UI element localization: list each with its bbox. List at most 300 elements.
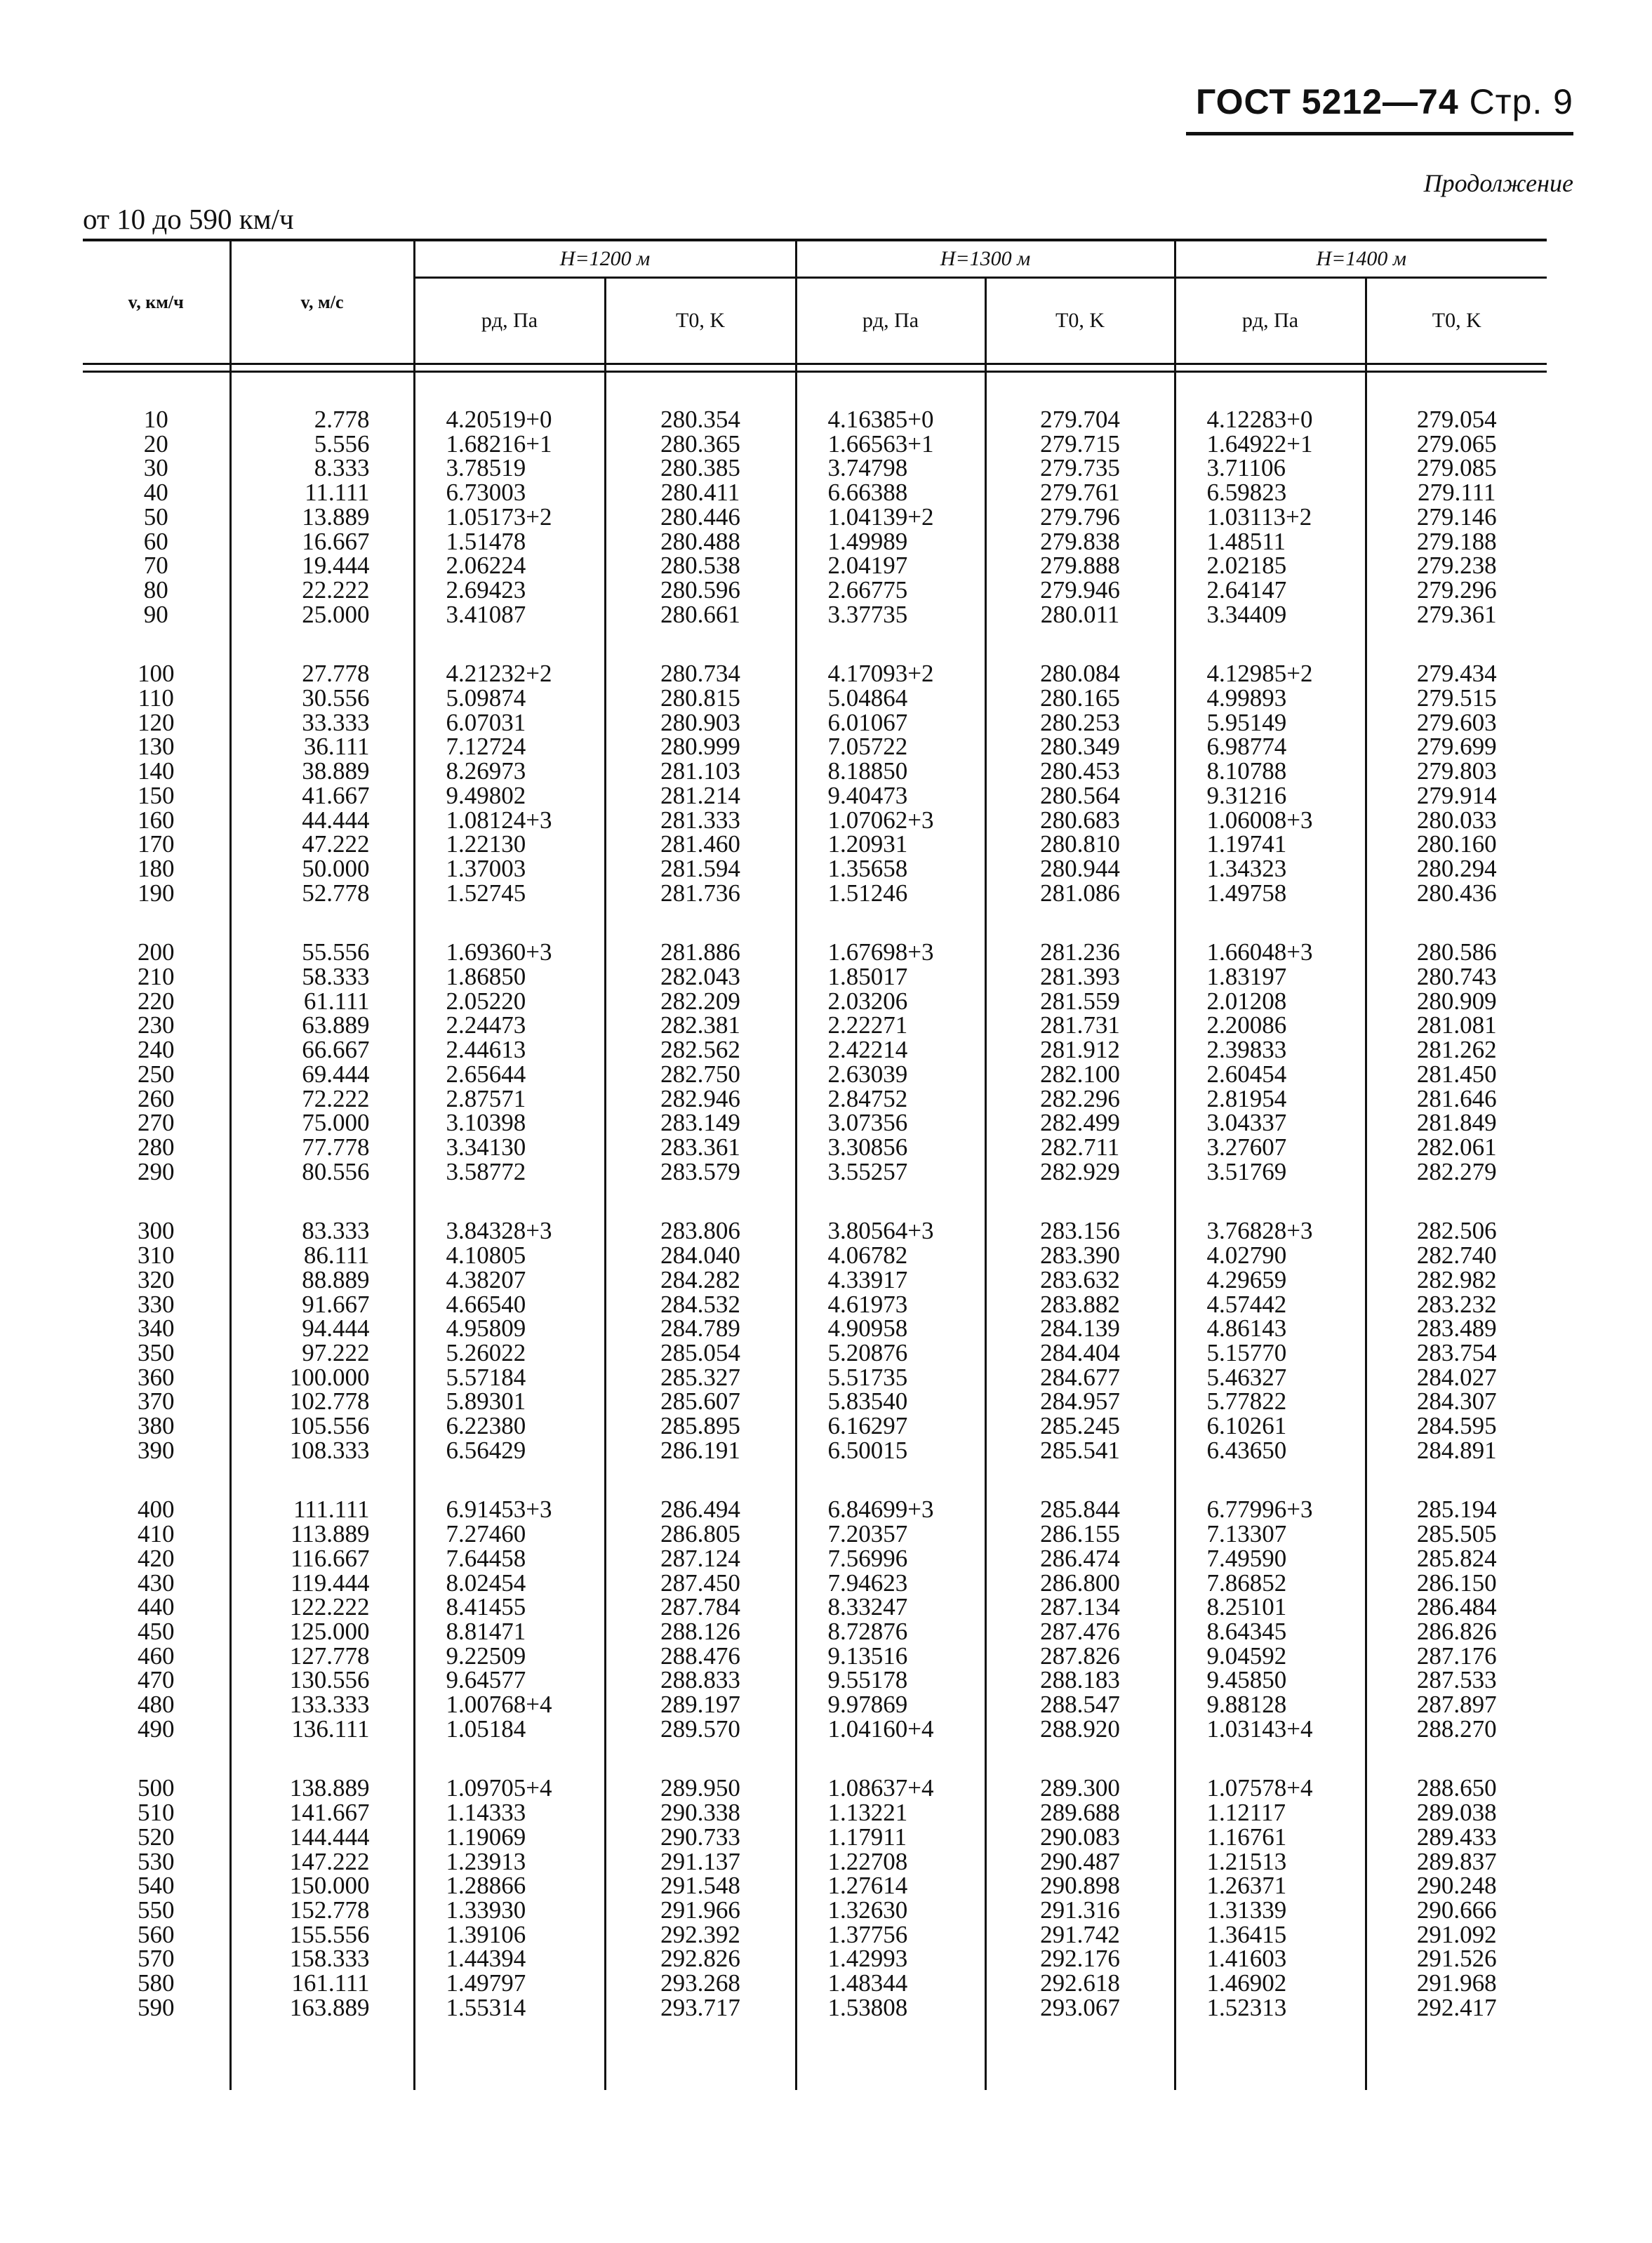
table-cell: 281.731 — [1040, 1011, 1120, 1039]
table-cell: 280.944 — [1040, 854, 1120, 882]
table-cell: 50 — [143, 502, 168, 531]
table-cell: 1.32630 — [827, 1896, 908, 1924]
table-cell: 289.197 — [660, 1691, 740, 1719]
table-cell: 281.450 — [1416, 1060, 1497, 1088]
cell-column-p1400 — [1175, 1498, 1366, 1741]
table-cell: 291.137 — [660, 1847, 740, 1875]
table-cell: 280.903 — [660, 708, 740, 736]
cell-column-t1400 — [1366, 1219, 1547, 1463]
cell-column-t1300 — [985, 1219, 1175, 1463]
table-cell: 5.83540 — [827, 1387, 908, 1416]
table-cell: 286.191 — [660, 1436, 740, 1464]
table-cell: 280.453 — [1040, 757, 1120, 785]
table-cell: 9.04592 — [1206, 1642, 1287, 1670]
table-cell: 286.800 — [1040, 1569, 1120, 1597]
table-cell: 1.51246 — [827, 879, 908, 907]
table-cell: 5.09874 — [446, 684, 526, 712]
table-cell: 279.796 — [1040, 502, 1120, 531]
cell-column-p1300 — [796, 662, 985, 905]
alt-header-1200: H=1200 м — [414, 240, 796, 278]
table-cell: 4.17093+2 — [827, 660, 934, 688]
cell-column-p1300 — [796, 1219, 985, 1463]
table-cell: 8.72876 — [827, 1617, 908, 1645]
table-cell: 288.833 — [660, 1666, 740, 1694]
table-cell: 1.27614 — [827, 1872, 908, 1900]
table-cell: 116.667 — [291, 1544, 370, 1572]
table-cell: 1.03113+2 — [1206, 502, 1312, 531]
table-cell: 102.778 — [289, 1387, 370, 1416]
table-cell: 293.717 — [660, 1993, 740, 2021]
group-spacer — [83, 1741, 1547, 1776]
table-cell: 283.149 — [660, 1109, 740, 1137]
table-cell: 8.333 — [314, 454, 370, 482]
col-header-p-1400: pд, Па — [1175, 278, 1366, 364]
table-cell: 130 — [138, 733, 175, 761]
table-cell: 280.411 — [660, 479, 740, 507]
table-cell: 8.41455 — [446, 1593, 526, 1621]
table-cell: 1.86850 — [446, 963, 526, 991]
table-cell: 3.30856 — [827, 1133, 908, 1161]
table-cell: 490 — [138, 1715, 175, 1743]
table-cell: 113.889 — [291, 1520, 370, 1548]
table-cell: 4.57442 — [1206, 1290, 1287, 1318]
table-cell: 2.69423 — [446, 575, 526, 604]
table-cell: 3.58772 — [446, 1157, 526, 1185]
table-row-group — [83, 1219, 1547, 1463]
table-cell: 4.02790 — [1206, 1242, 1287, 1270]
table-cell: 1.28866 — [446, 1872, 526, 1900]
group-spacer — [83, 1184, 1547, 1219]
col-header-t-1200: T0, K — [605, 278, 796, 364]
table-cell: 288.650 — [1416, 1774, 1497, 1802]
table-cell: 350 — [138, 1338, 175, 1366]
table-cell: 3.84328+3 — [446, 1217, 552, 1245]
table-cell: 280 — [138, 1133, 175, 1161]
table-cell: 287.784 — [660, 1593, 740, 1621]
table-cell: 19.444 — [302, 552, 370, 580]
table-cell: 288.183 — [1040, 1666, 1120, 1694]
table-cell: 280.564 — [1040, 781, 1120, 809]
table-cell: 279.146 — [1416, 502, 1497, 531]
table-cell: 283.882 — [1040, 1290, 1120, 1318]
table-cell: 280.661 — [660, 600, 740, 628]
table-cell: 288.270 — [1416, 1715, 1497, 1743]
table-cell: 286.805 — [660, 1520, 740, 1548]
table-cell: 3.34409 — [1206, 600, 1287, 628]
table-cell: 2.03206 — [827, 987, 908, 1015]
table-cell: 1.49758 — [1206, 879, 1287, 907]
table-cell: 310 — [138, 1242, 175, 1270]
table-cell: 8.26973 — [446, 757, 526, 785]
page-number: Стр. 9 — [1469, 82, 1573, 121]
table-cell: 141.667 — [289, 1799, 370, 1827]
table-cell: 282.750 — [660, 1060, 740, 1088]
table-cell: 240 — [138, 1036, 175, 1064]
table-cell: 286.155 — [1040, 1520, 1120, 1548]
table-cell: 284.139 — [1040, 1314, 1120, 1343]
table-cell: 1.35658 — [827, 854, 908, 882]
table-cell: 470 — [138, 1666, 175, 1694]
table-cell: 9.64577 — [446, 1666, 526, 1694]
table-cell: 291.968 — [1416, 1969, 1497, 1997]
table-cell: 287.176 — [1416, 1642, 1497, 1670]
table-cell: 282.982 — [1416, 1265, 1497, 1293]
table-cell: 280.538 — [660, 552, 740, 580]
table-cell: 63.889 — [302, 1011, 370, 1039]
table-cell: 161.111 — [291, 1969, 370, 1997]
table-cell: 2.60454 — [1206, 1060, 1287, 1088]
table-cell: 170 — [138, 830, 175, 858]
table-cell: 280.365 — [660, 430, 740, 458]
table-cell: 281.103 — [660, 757, 740, 785]
table-cell: 60 — [143, 527, 168, 555]
table-cell: 8.18850 — [827, 757, 908, 785]
table-cell: 291.548 — [660, 1872, 740, 1900]
table-cell: 281.849 — [1416, 1109, 1497, 1137]
cell-column-t1300 — [985, 1776, 1175, 2020]
table-cell: 1.12117 — [1206, 1799, 1286, 1827]
table-cell: 279.065 — [1416, 430, 1497, 458]
standard-number: ГОСТ 5212—74 — [1195, 82, 1459, 121]
table-cell: 4.90958 — [827, 1314, 908, 1343]
table-cell: 280.294 — [1416, 854, 1497, 882]
table-cell: 1.44394 — [446, 1945, 526, 1973]
table-cell: 289.300 — [1040, 1774, 1120, 1802]
table-row-group — [83, 940, 1547, 1184]
table-cell: 22.222 — [302, 575, 370, 604]
table-cell: 1.34323 — [1206, 854, 1287, 882]
table-cell: 284.677 — [1040, 1363, 1120, 1391]
table-cell: 1.23913 — [446, 1847, 526, 1875]
table-cell: 47.222 — [302, 830, 370, 858]
table-cell: 6.50015 — [827, 1436, 908, 1464]
table-cell: 288.126 — [660, 1617, 740, 1645]
table-cell: 138.889 — [289, 1774, 370, 1802]
table-cell: 9.49802 — [446, 781, 526, 809]
group-spacer — [83, 905, 1547, 940]
table-cell: 8.10788 — [1206, 757, 1287, 785]
table-row-group — [83, 1498, 1547, 1741]
table-cell: 127.778 — [289, 1642, 370, 1670]
table-cell: 285.505 — [1416, 1520, 1497, 1548]
table-cell: 293.268 — [660, 1969, 740, 1997]
table-cell: 3.71106 — [1206, 454, 1286, 482]
table-cell: 2.05220 — [446, 987, 526, 1015]
continuation-label: Продолжение — [1423, 169, 1573, 197]
table-cell: 289.433 — [1416, 1823, 1497, 1851]
table-cell: 3.55257 — [827, 1157, 908, 1185]
table-cell: 6.56429 — [446, 1436, 526, 1464]
table-cell: 4.33917 — [827, 1265, 908, 1293]
table-cell: 1.85017 — [827, 963, 908, 991]
cell-column-p1400 — [1175, 940, 1366, 1184]
table-cell: 290.666 — [1416, 1896, 1497, 1924]
table-cell: 280.385 — [660, 454, 740, 482]
table-cell: 1.64922+1 — [1206, 430, 1313, 458]
table-cell: 292.176 — [1040, 1945, 1120, 1973]
table-cell: 69.444 — [302, 1060, 370, 1088]
table-cell: 400 — [138, 1496, 175, 1524]
cell-column-t1400 — [1366, 662, 1547, 905]
table-row-group — [83, 408, 1547, 627]
table-cell: 281.393 — [1040, 963, 1120, 991]
table-cell: 6.77996+3 — [1206, 1496, 1313, 1524]
table-cell: 2.42214 — [827, 1036, 908, 1064]
table-cell: 7.56996 — [827, 1544, 908, 1572]
table-cell: 282.562 — [660, 1036, 740, 1064]
table-cell: 390 — [138, 1436, 175, 1464]
alt-header-1400: H=1400 м — [1175, 240, 1547, 278]
table-cell: 287.450 — [660, 1569, 740, 1597]
table-cell: 1.22130 — [446, 830, 526, 858]
table-cell: 230 — [138, 1011, 175, 1039]
table-cell: 36.111 — [303, 733, 370, 761]
table-cell: 280.734 — [660, 660, 740, 688]
table-cell: 5.46327 — [1206, 1363, 1287, 1391]
col-header-p-1300: pд, Па — [796, 278, 985, 364]
table-cell: 16.667 — [302, 527, 370, 555]
table-cell: 7.86852 — [1206, 1569, 1287, 1597]
cell-column-p1400 — [1175, 662, 1366, 905]
table-cell: 6.07031 — [446, 708, 526, 736]
table-cell: 380 — [138, 1412, 175, 1440]
table-cell: 288.920 — [1040, 1715, 1120, 1743]
table-cell: 1.66563+1 — [827, 430, 934, 458]
table-cell: 291.966 — [660, 1896, 740, 1924]
cell-column-p1400 — [1175, 408, 1366, 627]
table-cell: 190 — [138, 879, 175, 907]
cell-column-v_kmh — [83, 662, 230, 905]
table-cell: 119.444 — [291, 1569, 370, 1597]
table-cell: 5.51735 — [827, 1363, 908, 1391]
table-cell: 13.889 — [302, 502, 370, 531]
table-cell: 285.824 — [1416, 1544, 1497, 1572]
table-cell: 279.699 — [1416, 733, 1497, 761]
table-cell: 7.94623 — [827, 1569, 908, 1597]
table-cell: 3.80564+3 — [827, 1217, 934, 1245]
cell-column-v_kmh — [83, 940, 230, 1184]
table-cell: 1.19741 — [1206, 830, 1287, 858]
cell-column-t1200 — [605, 1219, 796, 1463]
table-cell: 292.392 — [660, 1920, 740, 1948]
table-cell: 281.262 — [1416, 1036, 1497, 1064]
table-cell: 279.838 — [1040, 527, 1120, 555]
table-cell: 450 — [138, 1617, 175, 1645]
table-cell: 289.038 — [1416, 1799, 1497, 1827]
table-cell: 280.354 — [660, 406, 740, 433]
table-cell: 2.06224 — [446, 552, 526, 580]
table-cell: 8.02454 — [446, 1569, 526, 1597]
table-cell: 88.889 — [302, 1265, 370, 1293]
table-cell: 25.000 — [302, 600, 370, 628]
table-cell: 287.476 — [1040, 1617, 1120, 1645]
header-rule — [1186, 132, 1573, 135]
cell-column-t1200 — [605, 408, 796, 627]
cell-column-v_ms — [230, 1776, 414, 2020]
table-cell: 284.307 — [1416, 1387, 1497, 1416]
table-cell: 1.37756 — [827, 1920, 908, 1948]
table-cell: 279.238 — [1416, 552, 1497, 580]
table-cell: 1.41603 — [1206, 1945, 1287, 1973]
table-cell: 1.13221 — [827, 1799, 908, 1827]
table-cell: 8.25101 — [1206, 1593, 1287, 1621]
table-cell: 6.73003 — [446, 479, 526, 507]
table-cell: 72.222 — [302, 1084, 370, 1112]
table-cell: 281.559 — [1040, 987, 1120, 1015]
table-cell: 279.761 — [1040, 479, 1120, 507]
table-cell: 300 — [138, 1217, 175, 1245]
table-cell: 3.34130 — [446, 1133, 526, 1161]
table-cell: 281.460 — [660, 830, 740, 858]
table-cell: 1.83197 — [1206, 963, 1287, 991]
cell-column-t1300 — [985, 408, 1175, 627]
table-cell: 1.55314 — [446, 1993, 526, 2021]
table-cell: 440 — [138, 1593, 175, 1621]
cell-column-t1200 — [605, 940, 796, 1184]
table-cell: 1.46902 — [1206, 1969, 1287, 1997]
cell-column-v_ms — [230, 662, 414, 905]
table-cell: 280.253 — [1040, 708, 1120, 736]
table-cell: 7.64458 — [446, 1544, 526, 1572]
table-cell: 41.667 — [302, 781, 370, 809]
table-cell: 5.04864 — [827, 684, 908, 712]
table-cell: 80.556 — [302, 1157, 370, 1185]
table-cell: 280.810 — [1040, 830, 1120, 858]
table-cell: 291.526 — [1416, 1945, 1497, 1973]
alt-header-1300: H=1300 м — [796, 240, 1175, 278]
cell-column-t1200 — [605, 662, 796, 905]
table-cell: 1.21513 — [1206, 1847, 1287, 1875]
table-cell: 280.999 — [660, 733, 740, 761]
table-cell: 283.579 — [660, 1157, 740, 1185]
table-cell: 287.124 — [660, 1544, 740, 1572]
table-cell: 540 — [138, 1872, 175, 1900]
table-cell: 360 — [138, 1363, 175, 1391]
table-cell: 152.778 — [289, 1896, 370, 1924]
col-header-v-ms: v, м/с — [230, 240, 414, 364]
table-cell: 279.361 — [1416, 600, 1497, 628]
table-cell: 2.02185 — [1206, 552, 1287, 580]
table-cell: 280.349 — [1040, 733, 1120, 761]
table-cell: 10 — [143, 406, 168, 433]
table-cell: 1.68216+1 — [446, 430, 552, 458]
table-cell: 530 — [138, 1847, 175, 1875]
table-cell: 6.16297 — [827, 1412, 908, 1440]
cell-column-p1400 — [1175, 1219, 1366, 1463]
table-cell: 289.837 — [1416, 1847, 1497, 1875]
table-cell: 5.89301 — [446, 1387, 526, 1416]
table-cell: 1.39106 — [446, 1920, 526, 1948]
table-cell: 144.444 — [289, 1823, 370, 1851]
table-cell: 370 — [138, 1387, 175, 1416]
table-cell: 1.05184 — [446, 1715, 526, 1743]
table-cell: 150 — [138, 781, 175, 809]
table-cell: 3.37735 — [827, 600, 908, 628]
table-cell: 340 — [138, 1314, 175, 1343]
table-cell: 281.912 — [1040, 1036, 1120, 1064]
table-cell: 83.333 — [302, 1217, 370, 1245]
table-cell: 1.49989 — [827, 527, 908, 555]
table-cell: 280.033 — [1416, 806, 1497, 834]
cell-column-p1200 — [414, 662, 605, 905]
table-cell: 133.333 — [289, 1691, 370, 1719]
table-cell: 3.76828+3 — [1206, 1217, 1313, 1245]
table-cell: 280.683 — [1040, 806, 1120, 834]
table-cell: 210 — [138, 963, 175, 991]
table-cell: 292.417 — [1416, 1993, 1497, 2021]
table-cell: 2.66775 — [827, 575, 908, 604]
table-cell: 285.895 — [660, 1412, 740, 1440]
table-cell: 279.803 — [1416, 757, 1497, 785]
table-cell: 285.194 — [1416, 1496, 1497, 1524]
table-cell: 1.42993 — [827, 1945, 908, 1973]
table-cell: 279.111 — [1418, 479, 1496, 507]
table-cell: 282.381 — [660, 1011, 740, 1039]
table-cell: 2.20086 — [1206, 1011, 1287, 1039]
table-cell: 510 — [138, 1799, 175, 1827]
table-cell: 250 — [138, 1060, 175, 1088]
cell-column-p1300 — [796, 940, 985, 1184]
table-cell: 289.570 — [660, 1715, 740, 1743]
table-cell: 560 — [138, 1920, 175, 1948]
table-cell: 2.63039 — [827, 1060, 908, 1088]
table-cell: 4.10805 — [446, 1242, 526, 1270]
table-cell: 285.607 — [660, 1387, 740, 1416]
table-cell: 330 — [138, 1290, 175, 1318]
table-cell: 70 — [143, 552, 168, 580]
table-cell: 1.49797 — [446, 1969, 526, 1997]
table-cell: 280.815 — [660, 684, 740, 712]
table-cell: 280.596 — [660, 575, 740, 604]
table-cell: 1.22708 — [827, 1847, 908, 1875]
table-cell: 287.533 — [1416, 1666, 1497, 1694]
table-cell: 163.889 — [289, 1993, 370, 2021]
group-spacer — [83, 627, 1547, 662]
table-cell: 280.160 — [1416, 830, 1497, 858]
table-cell: 7.13307 — [1206, 1520, 1287, 1548]
table-cell: 5.95149 — [1206, 708, 1287, 736]
cell-column-t1400 — [1366, 408, 1547, 627]
table-cell: 420 — [138, 1544, 175, 1572]
table-cell: 290.733 — [660, 1823, 740, 1851]
table-cell: 2.04197 — [827, 552, 908, 580]
table-cell: 3.78519 — [446, 454, 526, 482]
table-cell: 279.188 — [1416, 527, 1497, 555]
table-cell: 290.248 — [1416, 1872, 1497, 1900]
table-cell: 3.41087 — [446, 600, 526, 628]
table-cell: 6.91453+3 — [446, 1496, 552, 1524]
table-cell: 27.778 — [302, 660, 370, 688]
table-cell: 4.66540 — [446, 1290, 526, 1318]
cell-column-p1300 — [796, 408, 985, 627]
col-header-v-kmh: v, км/ч — [83, 240, 230, 364]
cell-column-t1400 — [1366, 1498, 1547, 1741]
table-cell: 291.742 — [1040, 1920, 1120, 1948]
table-cell: 1.31339 — [1206, 1896, 1287, 1924]
table-cell: 280.011 — [1040, 600, 1120, 628]
table-cell: 1.08637+4 — [827, 1774, 934, 1802]
table-cell: 279.054 — [1416, 406, 1497, 433]
table-cell: 281.086 — [1040, 879, 1120, 907]
table-cell: 570 — [138, 1945, 175, 1973]
table-cell: 281.736 — [660, 879, 740, 907]
table-cell: 284.957 — [1040, 1387, 1120, 1416]
table-cell: 281.236 — [1040, 938, 1120, 966]
table-cell: 2.81954 — [1206, 1084, 1287, 1112]
doc-header — [1196, 81, 1573, 122]
table-cell: 282.061 — [1416, 1133, 1497, 1161]
cell-column-p1200 — [414, 1219, 605, 1463]
